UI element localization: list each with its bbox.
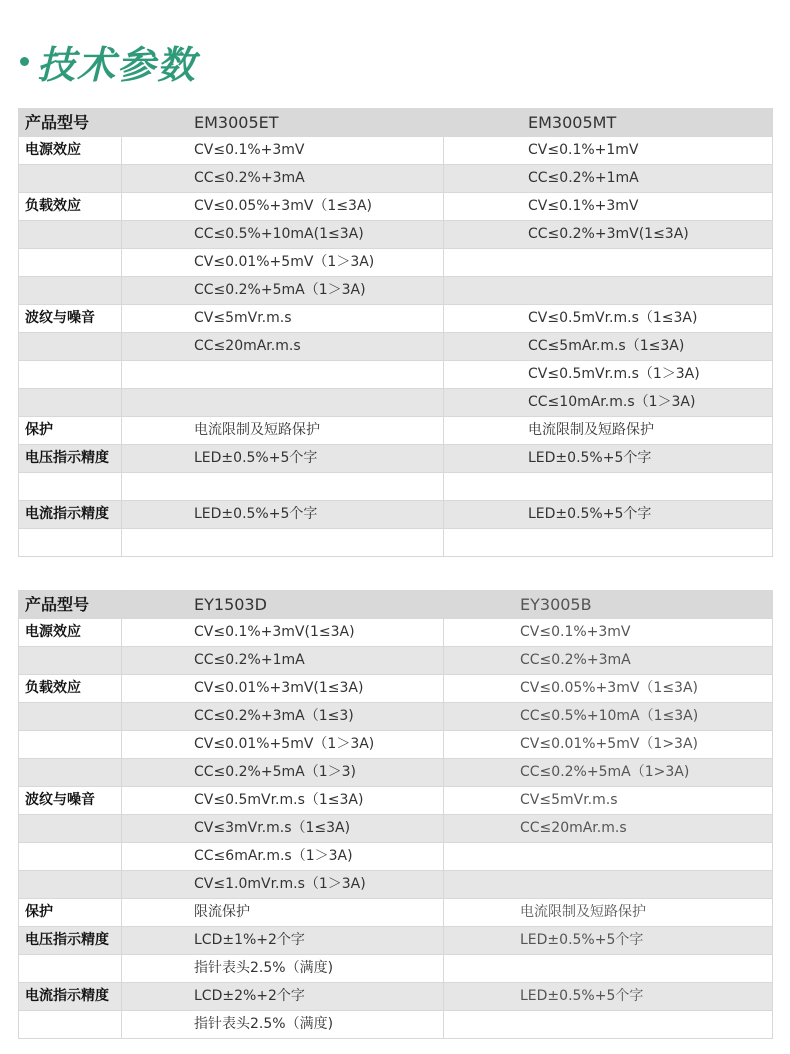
param-label-cell: 波纹与噪音 [19,787,122,815]
param-label-cell: 电源效应 [19,137,122,165]
model-a-value-cell [122,361,444,389]
model-b-value-cell: EM3005MT [444,109,773,137]
model-a-value-cell: LCD±2%+2个字 [122,983,444,1011]
param-label-cell: 保护 [19,417,122,445]
model-a-value-cell: 指针表头2.5%（满度) [122,1011,444,1039]
model-a-value-cell: 限流保护 [122,899,444,927]
model-a-value-cell: LED±0.5%+5个字 [122,445,444,473]
model-a-value-cell: CV≤1.0mVr.m.s（1＞3A) [122,871,444,899]
model-b-value-cell [444,473,773,501]
model-b-value-cell: CV≤0.01%+5mV（1>3A) [444,731,773,759]
model-b-value-cell [444,277,773,305]
model-a-value-cell: 电流限制及短路保护 [122,417,444,445]
table-row [19,305,773,333]
model-b-value-cell: CV≤0.05%+3mV（1≤3A) [444,675,773,703]
param-label-cell [19,361,122,389]
table-row [19,277,773,305]
model-b-value-cell [444,843,773,871]
table-row [19,473,773,501]
model-a-value-cell: LED±0.5%+5个字 [122,501,444,529]
table-row [19,787,773,815]
model-b-value-cell: CC≤20mAr.m.s [444,815,773,843]
param-label-cell: 电流指示精度 [19,983,122,1011]
param-label-cell [19,529,122,557]
table-row [19,165,773,193]
model-a-value-cell: CV≤0.5mVr.m.s（1≤3A) [122,787,444,815]
model-b-value-cell [444,529,773,557]
param-label-cell: 电源效应 [19,619,122,647]
model-b-value-cell [444,955,773,983]
model-b-value-cell: CV≤0.5mVr.m.s（1＞3A) [444,361,773,389]
param-label-cell [19,731,122,759]
param-label-cell [19,165,122,193]
model-b-value-cell: CC≤0.2%+3mA [444,647,773,675]
model-b-value-cell: CV≤5mVr.m.s [444,787,773,815]
param-label-cell [19,473,122,501]
table-row [19,137,773,165]
param-label-cell: 负载效应 [19,675,122,703]
param-label-cell: 电流指示精度 [19,501,122,529]
model-b-value-cell: 电流限制及短路保护 [444,417,773,445]
table-row [19,619,773,647]
model-a-value-cell: CV≤0.01%+5mV（1＞3A) [122,731,444,759]
param-label-cell [19,277,122,305]
table-row [19,871,773,899]
model-b-value-cell [444,249,773,277]
table-row [19,731,773,759]
param-label-cell: 保护 [19,899,122,927]
model-a-value-cell: CV≤0.1%+3mV [122,137,444,165]
section-title: 技术参数 [37,42,198,87]
model-a-value-cell: CC≤0.2%+3mA [122,165,444,193]
table-row [19,1011,773,1039]
table-row [19,983,773,1011]
param-label-cell [19,221,122,249]
table-row [19,529,773,557]
table-row [19,417,773,445]
table-row [19,927,773,955]
param-label-cell: 产品型号 [19,591,122,619]
param-label-cell: 波纹与噪音 [19,305,122,333]
param-label-cell [19,871,122,899]
model-a-value-cell [122,529,444,557]
param-label-cell [19,333,122,361]
table-row [19,759,773,787]
param-label-cell: 电压指示精度 [19,445,122,473]
model-a-value-cell: CC≤6mAr.m.s（1＞3A) [122,843,444,871]
model-a-value-cell: CC≤0.2%+1mA [122,647,444,675]
model-a-value-cell: CV≤0.05%+3mV（1≤3A) [122,193,444,221]
table-row [19,221,773,249]
table-row [19,899,773,927]
table-header-row [19,109,773,137]
table-row [19,501,773,529]
table-header-row [19,591,773,619]
table-row [19,445,773,473]
param-label-cell [19,1011,122,1039]
table-row [19,843,773,871]
table-row [19,647,773,675]
model-b-value-cell [444,871,773,899]
table-row [19,675,773,703]
model-b-value-cell: CC≤0.2%+1mA [444,165,773,193]
param-label-cell [19,759,122,787]
model-a-value-cell: EM3005ET [122,109,444,137]
model-b-value-cell: LED±0.5%+5个字 [444,927,773,955]
model-b-value-cell: CC≤0.2%+3mV(1≤3A) [444,221,773,249]
model-a-value-cell: CC≤0.5%+10mA(1≤3A) [122,221,444,249]
param-label-cell: 电压指示精度 [19,927,122,955]
model-b-value-cell: LED±0.5%+5个字 [444,445,773,473]
table-row [19,333,773,361]
model-b-value-cell [444,1011,773,1039]
param-label-cell [19,843,122,871]
param-label-cell [19,815,122,843]
table-row [19,815,773,843]
model-a-value-cell: CC≤20mAr.m.s [122,333,444,361]
model-b-value-cell: CV≤0.1%+3mV [444,619,773,647]
spec-table-em3005 [18,108,773,557]
model-b-value-cell: CC≤5mAr.m.s（1≤3A) [444,333,773,361]
param-label-cell [19,249,122,277]
model-a-value-cell: CC≤0.2%+3mA（1≤3) [122,703,444,731]
model-b-value-cell: CV≤0.5mVr.m.s（1≤3A) [444,305,773,333]
param-label-cell: 负载效应 [19,193,122,221]
table-row [19,193,773,221]
model-a-value-cell: CC≤0.2%+5mA（1＞3A) [122,277,444,305]
model-b-value-cell: CV≤0.1%+1mV [444,137,773,165]
model-a-value-cell: CC≤0.2%+5mA（1＞3) [122,759,444,787]
model-b-value-cell: CC≤0.2%+5mA（1>3A) [444,759,773,787]
model-b-value-cell: EY3005B [444,591,773,619]
model-b-value-cell: LED±0.5%+5个字 [444,501,773,529]
model-a-value-cell: EY1503D [122,591,444,619]
model-b-value-cell: CC≤10mAr.m.s（1＞3A) [444,389,773,417]
model-a-value-cell: 指针表头2.5%（满度) [122,955,444,983]
model-b-value-cell: LED±0.5%+5个字 [444,983,773,1011]
section-heading [20,34,197,88]
model-a-value-cell [122,473,444,501]
table-row [19,361,773,389]
param-label-cell: 产品型号 [19,109,122,137]
param-label-cell [19,389,122,417]
model-b-value-cell: 电流限制及短路保护 [444,899,773,927]
model-b-value-cell: CV≤0.1%+3mV [444,193,773,221]
table-row [19,703,773,731]
model-a-value-cell: CV≤0.01%+5mV（1＞3A) [122,249,444,277]
bullet-dot-icon [20,57,29,66]
table-row [19,955,773,983]
table-row [19,389,773,417]
model-a-value-cell: CV≤0.1%+3mV(1≤3A) [122,619,444,647]
model-a-value-cell: CV≤3mVr.m.s（1≤3A) [122,815,444,843]
param-label-cell [19,647,122,675]
table-row [19,249,773,277]
model-a-value-cell: LCD±1%+2个字 [122,927,444,955]
model-b-value-cell: CC≤0.5%+10mA（1≤3A) [444,703,773,731]
param-label-cell [19,955,122,983]
param-label-cell [19,703,122,731]
model-a-value-cell: CV≤0.01%+3mV(1≤3A) [122,675,444,703]
model-a-value-cell [122,389,444,417]
spec-table-ey [18,590,773,1039]
model-a-value-cell: CV≤5mVr.m.s [122,305,444,333]
